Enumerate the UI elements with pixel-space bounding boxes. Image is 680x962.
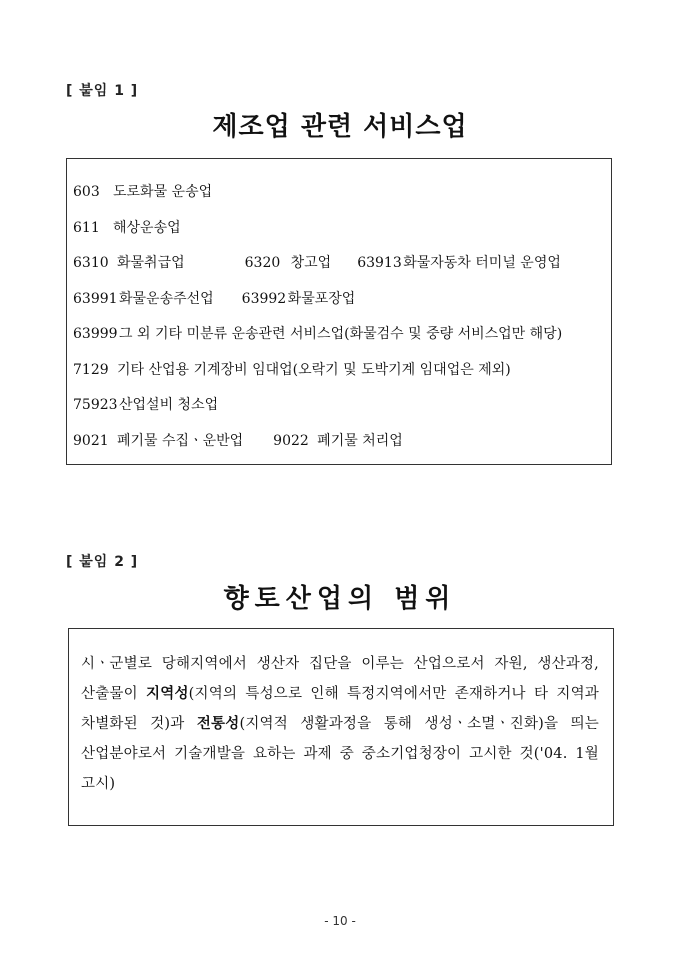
page-number: - 10 - <box>324 914 356 928</box>
service-code: 6320 <box>244 255 281 271</box>
service-name: 그 외 기타 미분류 운송관련 서비스업(화물검수 및 중량 서비스업만 해당) <box>119 326 563 342</box>
service-code: 63992 <box>241 290 287 307</box>
service-name: 화물취급업 <box>117 255 185 271</box>
service-line <box>73 353 611 389</box>
service-name: 해상운송업 <box>113 219 181 236</box>
term-locality: 지역성 <box>146 686 189 702</box>
scope-text-part: 시ㆍ군별로 당해지역에서 생산자 집단을 이루는 산업으로서 자원, 생산과정, 산출물이 <box>81 656 599 702</box>
scope-definition-box <box>68 628 614 826</box>
service-code: 611 <box>73 219 100 236</box>
scope-text-part: (지역의 특성으로 인해 특정지역에서만 존재하거나 타 지역과 차별화된 것)과 <box>81 686 599 732</box>
service-name: 도로화물 운송업 <box>113 184 213 200</box>
service-code: 9022 <box>273 432 309 449</box>
service-code: 75923 <box>73 397 118 413</box>
service-code: 9021 <box>73 432 109 449</box>
service-code: 63991 <box>73 290 118 307</box>
service-line <box>73 388 611 424</box>
service-line <box>73 246 611 282</box>
service-name: 화물자동차 터미널 운영업 <box>403 255 561 271</box>
scope-text-part: (지역적 생활과정을 통해 생성ㆍ소멸ㆍ진화)을 띄는 산업분야로서 기술개발을 요하는 과제 중 중소기업청장이 고시한 것('04. 1월 고시) <box>81 716 600 792</box>
service-code: 63913 <box>357 255 402 271</box>
service-name: 폐기물 처리업 <box>317 432 403 449</box>
service-name: 기타 산업용 기계장비 임대업(오락기 및 도박기계 임대업은 제외) <box>117 361 511 378</box>
annex-1-label: [ 붙임 1 ] <box>66 83 139 99</box>
service-line <box>73 317 611 353</box>
term-tradition: 전통성 <box>196 716 240 732</box>
service-codes-box <box>66 158 612 465</box>
service-code: 63999 <box>73 326 118 342</box>
service-name: 산업설비 청소업 <box>119 397 219 413</box>
local-industry-scope-title: 향토산업의 범위 <box>223 584 457 614</box>
manufacturing-services-title: 제조업 관련 서비스업 <box>212 112 468 142</box>
service-name: 창고업 <box>290 255 332 271</box>
service-line <box>73 211 611 247</box>
service-name: 화물운송주선업 <box>119 290 214 307</box>
service-line <box>73 424 611 460</box>
service-code: 603 <box>73 184 100 200</box>
service-name: 폐기물 수집ㆍ운반업 <box>117 432 244 449</box>
service-code: 7129 <box>73 361 109 378</box>
scope-definition-text <box>81 649 599 799</box>
service-code: 6310 <box>73 255 109 271</box>
service-line <box>73 282 611 318</box>
annex-2-label: [ 붙임 2 ] <box>66 554 139 570</box>
service-name: 화물포장업 <box>287 290 356 307</box>
service-line <box>73 175 611 211</box>
